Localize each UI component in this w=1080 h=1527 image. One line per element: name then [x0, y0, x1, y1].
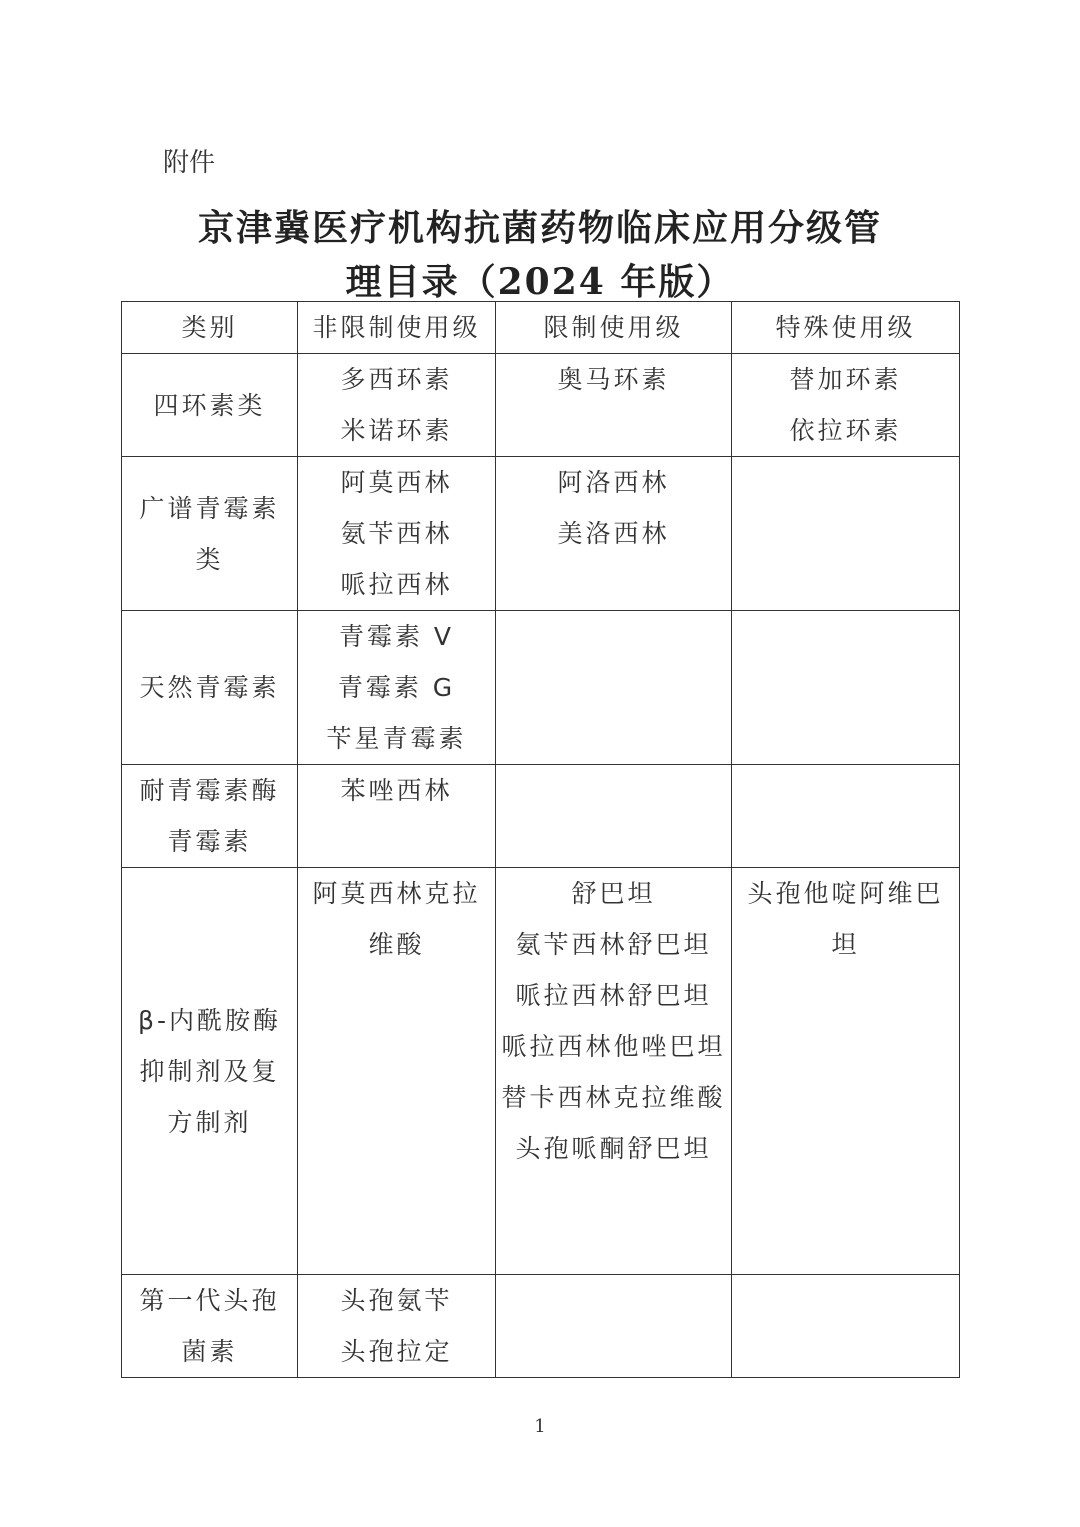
- category-cell: 天然青霉素: [122, 611, 298, 765]
- drug-name: 阿莫西林: [340, 468, 453, 497]
- table-row: [122, 1275, 960, 1378]
- drug-name: 哌拉西林: [340, 570, 453, 599]
- drug-name: 奥马环素: [557, 365, 670, 394]
- restricted-drugs-cell: [496, 765, 732, 868]
- table-row: [122, 611, 960, 765]
- attachment-label: 附件: [163, 148, 216, 178]
- antibiotic-classification-table: [121, 301, 960, 1378]
- drug-name: 青霉素 V: [338, 622, 455, 651]
- restricted-drugs-cell: [496, 1275, 732, 1378]
- document-title-line-1: 京津冀医疗机构抗菌药物临床应用分级管: [197, 207, 882, 249]
- table-row: [122, 457, 960, 611]
- drug-name: 头孢他啶阿维巴坦: [747, 879, 944, 959]
- drug-name: 青霉素 G: [337, 673, 456, 702]
- special-drugs-cell: [732, 868, 960, 1275]
- drug-name: 头孢哌酮舒巴坦: [515, 1134, 712, 1163]
- document-title-line-2: 理目录（2024 年版）: [345, 261, 735, 303]
- restricted-drugs-cell: [496, 457, 732, 611]
- category-cell: β-内酰胺酶抑制剂及复方制剂: [122, 868, 298, 1275]
- special-drugs-cell: [732, 354, 960, 457]
- category-cell: 耐青霉素酶青霉素: [122, 765, 298, 868]
- restricted-drugs-cell: [496, 868, 732, 1275]
- table-header-row: [122, 302, 960, 354]
- restricted-drugs-cell: [496, 611, 732, 765]
- drug-name: 哌拉西林他唑巴坦: [501, 1032, 726, 1061]
- category-cell: 广谱青霉素类: [122, 457, 298, 611]
- page-number: 1: [534, 1416, 546, 1437]
- drug-name: 替加环素: [789, 365, 902, 394]
- drug-name: 头孢拉定: [340, 1337, 453, 1366]
- special-drugs-cell: [732, 611, 960, 765]
- drug-name: 舒巴坦: [571, 879, 656, 908]
- category-cell: 第一代头孢菌素: [122, 1275, 298, 1378]
- drug-name: 多西环素: [340, 365, 453, 394]
- special-drugs-cell: [732, 765, 960, 868]
- unrestricted-drugs-cell: [298, 457, 496, 611]
- table-row: [122, 354, 960, 457]
- special-drugs-cell: [732, 1275, 960, 1378]
- category-cell: 四环素类: [122, 354, 298, 457]
- drug-name: 阿洛西林: [557, 468, 670, 497]
- table-row: [122, 868, 960, 1275]
- column-header-unrestricted: 非限制使用级: [298, 302, 496, 354]
- drug-name: 替卡西林克拉维酸: [501, 1083, 726, 1112]
- column-header-category: 类别: [122, 302, 298, 354]
- drug-name: 头孢氨苄: [340, 1286, 453, 1315]
- drug-name: 依拉环素: [789, 416, 902, 445]
- drug-name: 苯唑西林: [340, 776, 453, 805]
- unrestricted-drugs-cell: [298, 611, 496, 765]
- restricted-drugs-cell: [496, 354, 732, 457]
- drug-name: 米诺环素: [340, 416, 453, 445]
- table-body: [122, 354, 960, 1378]
- drug-name: 氨苄西林: [340, 519, 453, 548]
- drug-name: 氨苄西林舒巴坦: [515, 930, 712, 959]
- unrestricted-drugs-cell: [298, 354, 496, 457]
- drug-name: 苄星青霉素: [326, 724, 467, 753]
- column-header-restricted: 限制使用级: [496, 302, 732, 354]
- special-drugs-cell: [732, 457, 960, 611]
- column-header-special: 特殊使用级: [732, 302, 960, 354]
- drug-name: 哌拉西林舒巴坦: [515, 981, 712, 1010]
- unrestricted-drugs-cell: [298, 868, 496, 1275]
- table-row: [122, 765, 960, 868]
- unrestricted-drugs-cell: [298, 1275, 496, 1378]
- unrestricted-drugs-cell: [298, 765, 496, 868]
- drug-name: 美洛西林: [557, 519, 670, 548]
- drug-name: 阿莫西林克拉维酸: [312, 879, 481, 959]
